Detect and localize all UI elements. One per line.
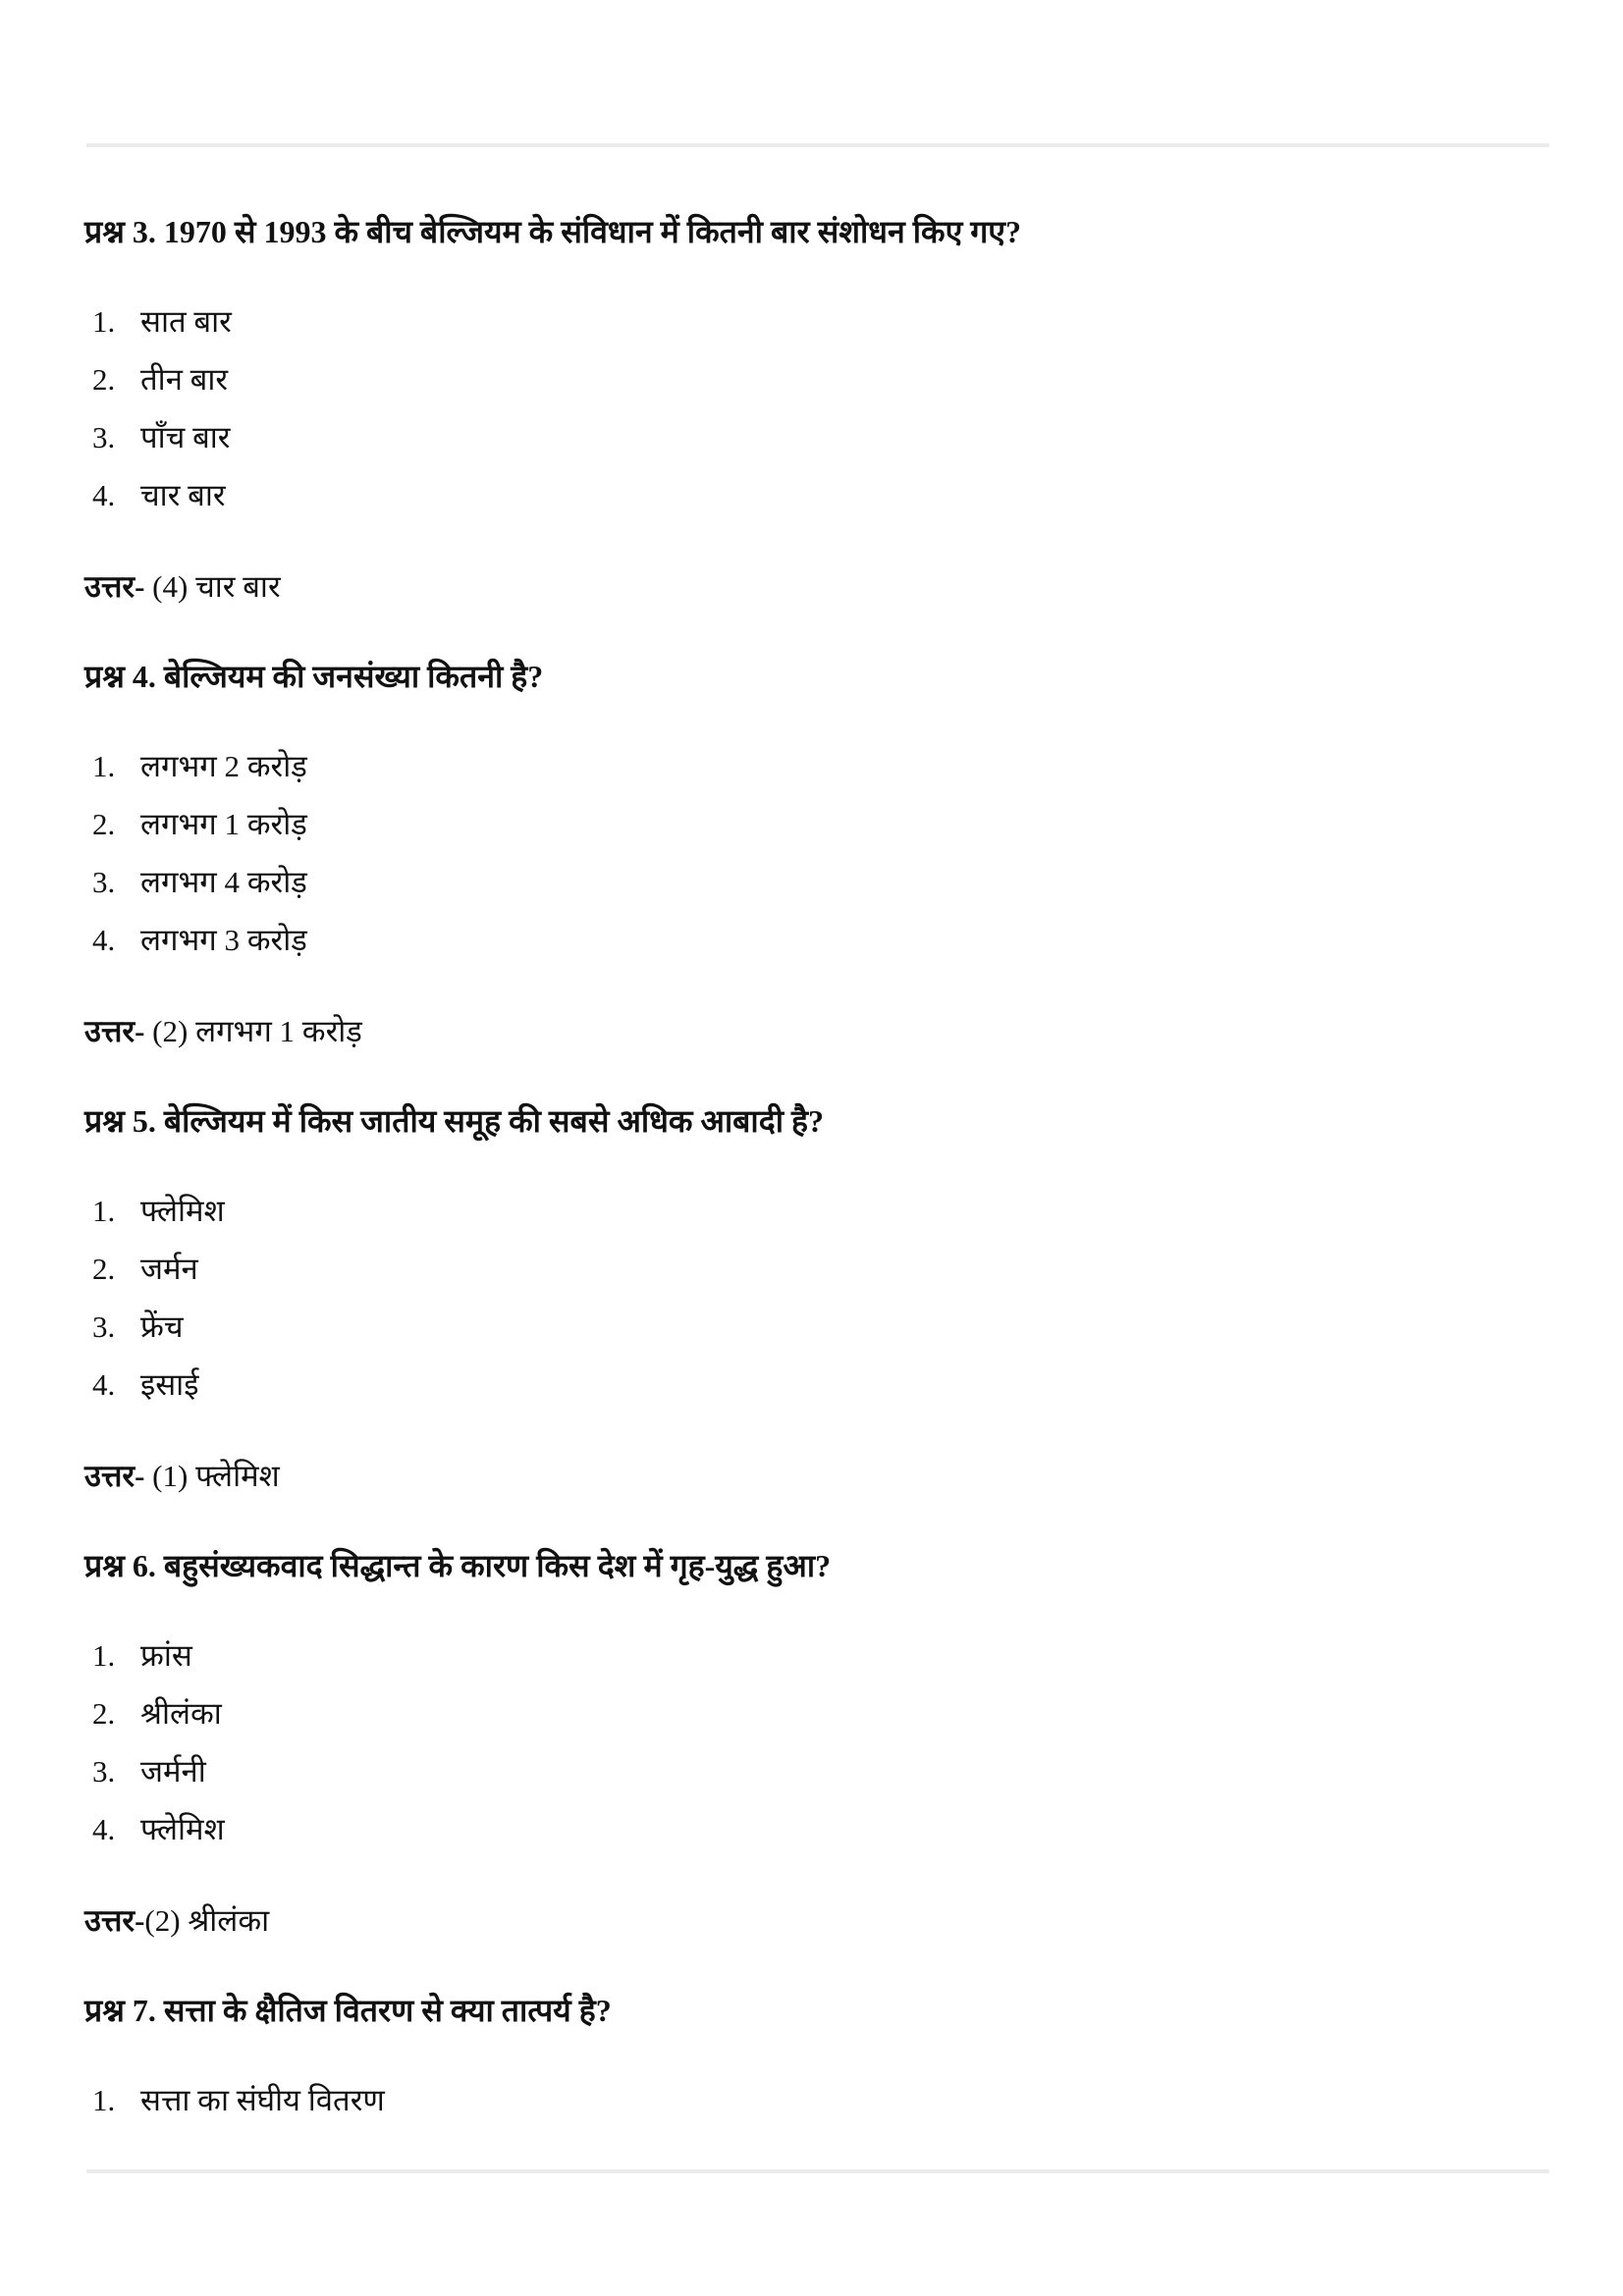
option-text: पाँच बार — [140, 420, 231, 454]
option-item — [84, 853, 1557, 911]
answer-line — [84, 1002, 1557, 1060]
top-divider — [86, 143, 1549, 147]
option-text: लगभग 4 करोड़ — [140, 865, 307, 899]
option-item — [84, 1240, 1557, 1298]
options-list — [84, 2071, 1557, 2129]
question-heading: प्रश्न 5. बेल्जियम में किस जातीय समूह की सबसे अधिक आबादी है? — [84, 1103, 824, 1139]
option-item — [84, 795, 1557, 853]
option-item — [84, 350, 1557, 408]
option-text: तीन बार — [140, 362, 229, 397]
option-item — [84, 466, 1557, 524]
option-item — [84, 1684, 1557, 1742]
option-number: 1. — [92, 304, 116, 339]
options-list — [84, 1182, 1557, 1414]
option-text: फ्रांस — [140, 1638, 192, 1673]
option-number: 4. — [92, 478, 116, 512]
options-list — [84, 1627, 1557, 1858]
option-number: 1. — [92, 1194, 116, 1228]
answer-line — [84, 1447, 1557, 1505]
question-heading: प्रश्न 4. बेल्जियम की जनसंख्या कितनी है? — [84, 659, 544, 694]
option-text: जर्मन — [140, 1252, 198, 1286]
option-number: 3. — [92, 1754, 116, 1789]
answer-line — [84, 1892, 1557, 1949]
option-text: लगभग 3 करोड़ — [140, 923, 307, 957]
answer-text: (2) श्रीलंका — [144, 1903, 270, 1938]
option-item — [84, 1627, 1557, 1684]
answer-label: उत्तर- — [84, 1903, 145, 1938]
option-text: सात बार — [140, 304, 232, 339]
option-number: 3. — [92, 420, 116, 454]
option-text: जर्मनी — [140, 1754, 206, 1789]
answer-line — [84, 558, 1557, 615]
option-text: फ्लेमिश — [140, 1194, 225, 1228]
option-number: 2. — [92, 1696, 116, 1731]
option-number: 1. — [92, 2083, 116, 2117]
option-item — [84, 1298, 1557, 1356]
option-item — [84, 293, 1557, 350]
option-number: 4. — [92, 923, 116, 957]
option-number: 3. — [92, 865, 116, 899]
answer-label: उत्तर- — [84, 569, 145, 604]
answer-text: (1) फ्लेमिश — [144, 1459, 280, 1493]
option-text: चार बार — [140, 478, 226, 512]
question-list — [84, 203, 1557, 2129]
option-number: 4. — [92, 1812, 116, 1846]
answer-text: (2) लगभग 1 करोड़ — [144, 1014, 362, 1048]
bottom-divider — [86, 2169, 1549, 2173]
option-text: श्रीलंका — [140, 1696, 222, 1731]
option-text: इसाई — [140, 1367, 199, 1402]
option-text: लगभग 2 करोड़ — [140, 749, 307, 783]
question-heading: प्रश्न 7. सत्ता के क्षैतिज वितरण से क्या तात्पर्य है? — [84, 1993, 612, 2028]
option-number: 1. — [92, 1638, 116, 1673]
option-text: लगभग 1 करोड़ — [140, 807, 307, 841]
option-item — [84, 1800, 1557, 1858]
option-number: 1. — [92, 749, 116, 783]
option-number: 2. — [92, 362, 116, 397]
option-item — [84, 911, 1557, 969]
option-item — [84, 2071, 1557, 2129]
option-item — [84, 1356, 1557, 1414]
option-number: 4. — [92, 1367, 116, 1402]
option-item — [84, 737, 1557, 795]
question-heading: प्रश्न 6. बहुसंख्यकवाद सिद्धान्त के कारण किस देश में गृह-युद्ध हुआ? — [84, 1548, 832, 1583]
answer-label: उत्तर- — [84, 1459, 145, 1493]
option-item — [84, 1182, 1557, 1240]
options-list — [84, 293, 1557, 524]
options-list — [84, 737, 1557, 969]
answer-label: उत्तर- — [84, 1014, 145, 1048]
option-item — [84, 1742, 1557, 1800]
option-text: फ्लेमिश — [140, 1812, 225, 1846]
option-text: फ्रेंच — [140, 1309, 184, 1344]
option-text: सत्ता का संघीय वितरण — [140, 2083, 385, 2117]
question-heading: प्रश्न 3. 1970 से 1993 के बीच बेल्जियम के संविधान में कितनी बार संशोधन किए गए? — [84, 214, 1021, 249]
option-number: 3. — [92, 1309, 116, 1344]
option-number: 2. — [92, 807, 116, 841]
option-item — [84, 408, 1557, 466]
answer-text: (4) चार बार — [144, 569, 281, 604]
option-number: 2. — [92, 1252, 116, 1286]
